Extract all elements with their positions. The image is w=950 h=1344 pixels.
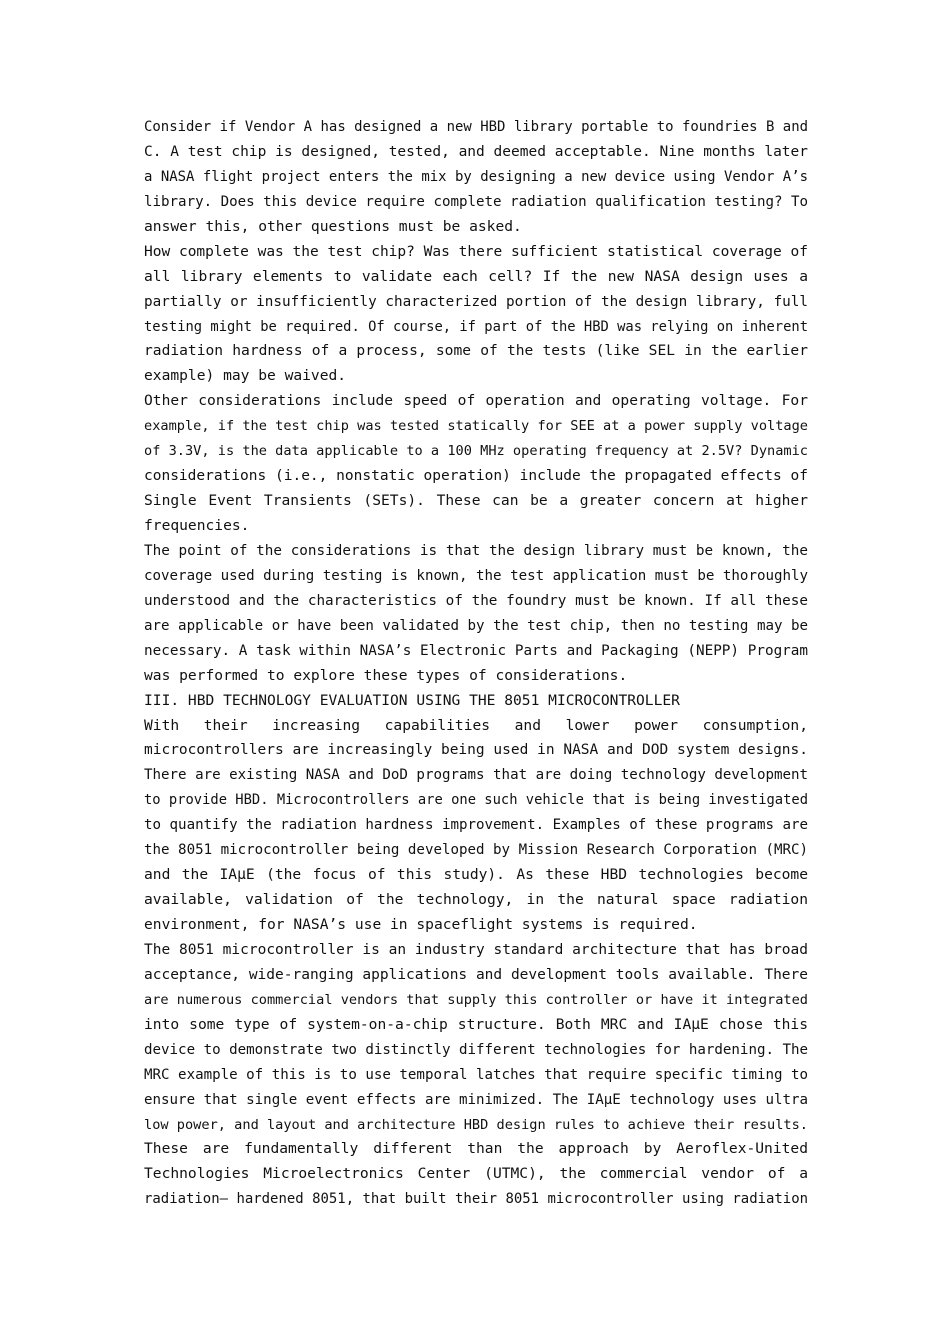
text-line: into some type of system-on-a-chip structure. Both MRC and IAμE chose this bbox=[144, 1015, 808, 1033]
text-line: understood and the characteristics of the foundry must be known. If all these bbox=[144, 592, 808, 609]
text-line: necessary. A task within NASA’s Electronic Parts and Packaging (NEPP) Program bbox=[144, 642, 808, 659]
text-line: These are fundamentally different than the approach by Aeroflex-United bbox=[144, 1140, 808, 1158]
text-line: radiation– hardened 8051, that built their 8051 microcontroller using radiation bbox=[144, 1191, 808, 1208]
text-line: considerations (i.e., nonstatic operation) include the propagated effects of bbox=[144, 468, 808, 485]
paragraph bbox=[144, 115, 808, 240]
text-line: radiation hardness of a process, some of the tests (like SEL in the earlier bbox=[144, 342, 808, 360]
text-line: environment, for NASA’s use in spaceflight systems is required. bbox=[144, 916, 698, 933]
text-line: are applicable or have been validated by the test chip, then no testing may be bbox=[144, 617, 808, 634]
text-line: a NASA flight project enters the mix by designing a new device using Vendor A’s bbox=[144, 168, 808, 185]
text-line: answer this, other questions must be asked. bbox=[144, 217, 522, 235]
text-line: of 3.3V, is the data applicable to a 100 MHz operating frequency at 2.5V? Dynamic bbox=[144, 443, 808, 460]
paragraph bbox=[144, 938, 808, 1212]
document-body bbox=[144, 115, 808, 1212]
text-line: available, validation of the technology, in the natural space radiation bbox=[144, 891, 808, 909]
text-line: Other considerations include speed of operation and operating voltage. For bbox=[144, 392, 808, 410]
text-line: and the IAμE (the focus of this study). As these HBD technologies become bbox=[144, 866, 808, 884]
text-line: acceptance, wide-ranging applications and development tools available. There bbox=[144, 966, 808, 983]
text-line: to provide HBD. Microcontrollers are one such vehicle that is being investigated bbox=[144, 792, 808, 809]
text-line: was performed to explore these types of considerations. bbox=[144, 666, 628, 684]
text-line: With their increasing capabilities and lower power consumption, bbox=[144, 716, 808, 734]
text-line: Single Event Transients (SETs). These can be a greater concern at higher bbox=[144, 492, 808, 510]
text-line: There are existing NASA and DoD programs that are doing technology development bbox=[144, 767, 808, 784]
paragraph bbox=[144, 240, 808, 390]
paragraph bbox=[144, 389, 808, 539]
paragraph bbox=[144, 714, 808, 938]
text-line: example, if the test chip was tested statically for SEE at a power supply voltage bbox=[144, 418, 808, 435]
text-line: all library elements to validate each cell? If the new NASA design uses a bbox=[144, 267, 808, 285]
text-line: partially or insufficiently characterized portion of the design library, full bbox=[144, 293, 808, 310]
text-line: ensure that single event effects are minimized. The IAμE technology uses ultra bbox=[144, 1091, 808, 1108]
text-line: microcontrollers are increasingly being used in NASA and DOD system designs. bbox=[144, 742, 808, 759]
text-line: Consider if Vendor A has designed a new HBD library portable to foundries B and bbox=[144, 119, 808, 135]
text-line: How complete was the test chip? Was there sufficient statistical coverage of bbox=[144, 243, 808, 260]
text-line: Technologies Microelectronics Center (UTMC), the commercial vendor of a bbox=[144, 1165, 808, 1183]
text-line: frequencies. bbox=[144, 517, 250, 534]
text-line: III. HBD TECHNOLOGY EVALUATION USING THE 8051 MICROCONTROLLER bbox=[144, 691, 680, 709]
text-line: are numerous commercial vendors that supply this controller or have it integrated bbox=[144, 991, 808, 1008]
text-line: testing might be required. Of course, if part of the HBD was relying on inherent bbox=[144, 318, 808, 335]
text-line: device to demonstrate two distinctly different technologies for hardening. The bbox=[144, 1041, 808, 1058]
text-line: MRC example of this is to use temporal latches that require specific timing to bbox=[144, 1066, 808, 1083]
text-line: The 8051 microcontroller is an industry standard architecture that has broad bbox=[144, 941, 808, 958]
paragraph bbox=[144, 539, 808, 689]
text-line: The point of the considerations is that the design library must be known, the bbox=[144, 542, 808, 559]
text-line: to quantify the radiation hardness improvement. Examples of these programs are bbox=[144, 817, 808, 834]
text-line: coverage used during testing is known, the test application must be thoroughly bbox=[144, 567, 808, 584]
section-heading bbox=[144, 689, 808, 714]
text-line: the 8051 microcontroller being developed by Mission Research Corporation (MRC) bbox=[144, 842, 808, 859]
text-line: low power, and layout and architecture HBD design rules to achieve their results. bbox=[144, 1116, 808, 1133]
text-line: library. Does this device require complete radiation qualification testing? To bbox=[144, 193, 808, 210]
text-line: example) may be waived. bbox=[144, 367, 347, 385]
text-line: C. A test chip is designed, tested, and deemed acceptable. Nine months later bbox=[144, 143, 808, 160]
